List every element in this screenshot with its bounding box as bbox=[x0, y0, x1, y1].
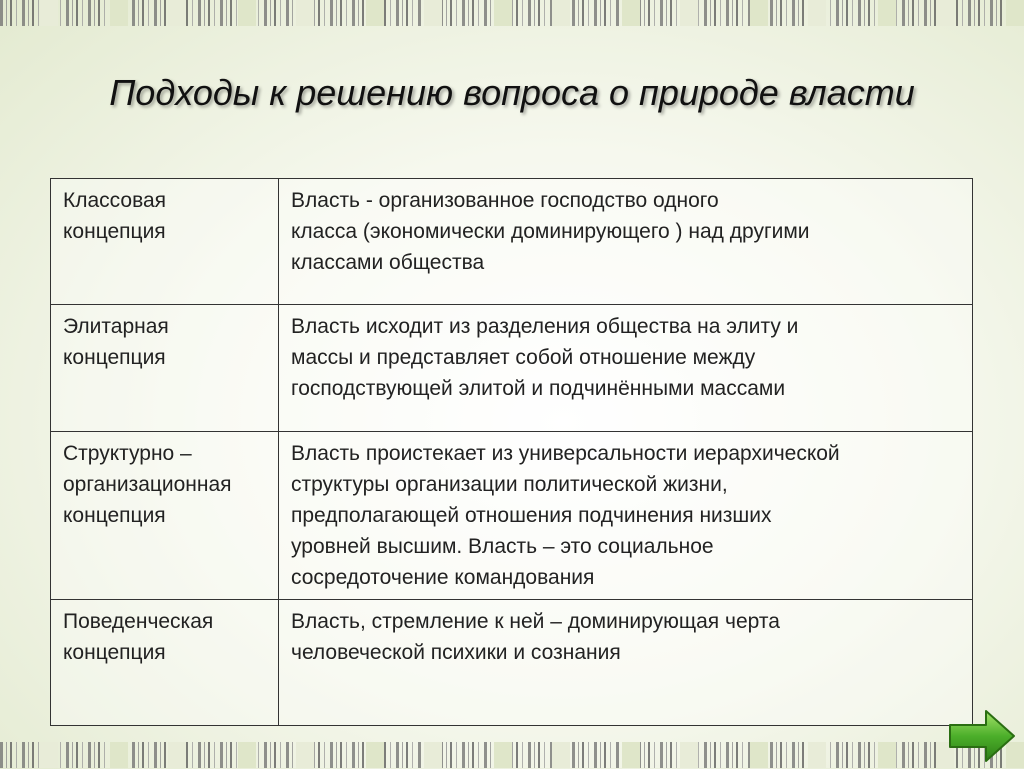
concept-definition-cell bbox=[279, 305, 973, 432]
bottom-decorative-border-gaps bbox=[0, 742, 1024, 768]
concept-name-cell bbox=[51, 179, 279, 305]
concept-name: Элитарная концепция bbox=[63, 315, 169, 369]
concept-name: Структурно – организационная концепция bbox=[63, 442, 232, 527]
table-row bbox=[51, 179, 973, 305]
right-arrow-icon bbox=[946, 708, 1018, 764]
concept-definition: Власть исходит из разделения общества на элиту и массы и представляет собой отношение между господствующей элитой и подчинёнными массами bbox=[291, 315, 799, 400]
concept-definition: Власть - организованное господство одного класса (экономически доминирующего ) над другими классами общества bbox=[291, 189, 810, 274]
concept-name-cell bbox=[51, 305, 279, 432]
concepts-table bbox=[50, 178, 973, 726]
concept-name: Классовая концепция bbox=[63, 189, 167, 243]
table-row bbox=[51, 600, 973, 726]
top-decorative-border-gaps bbox=[0, 0, 1024, 26]
table-row bbox=[51, 432, 973, 600]
concept-definition-cell bbox=[279, 600, 973, 726]
concept-definition-cell bbox=[279, 432, 973, 600]
concept-definition: Власть проистекает из универсальности иерархической структуры организации политической жизни, предполагающей отношения подчинения низших уровней высшим. Власть – это социальное сосредоточение командования bbox=[291, 442, 840, 589]
table-row bbox=[51, 305, 973, 432]
concept-definition: Власть, стремление к ней – доминирующая черта человеческой психики и сознания bbox=[291, 610, 780, 664]
slide-title: Подходы к решению вопроса о природе власти bbox=[109, 72, 915, 113]
concept-definition-cell bbox=[279, 179, 973, 305]
concept-name-cell bbox=[51, 432, 279, 600]
concept-name-cell bbox=[51, 600, 279, 726]
next-slide-button[interactable] bbox=[946, 708, 1018, 764]
concept-name: Поведенческая концепция bbox=[63, 610, 214, 664]
